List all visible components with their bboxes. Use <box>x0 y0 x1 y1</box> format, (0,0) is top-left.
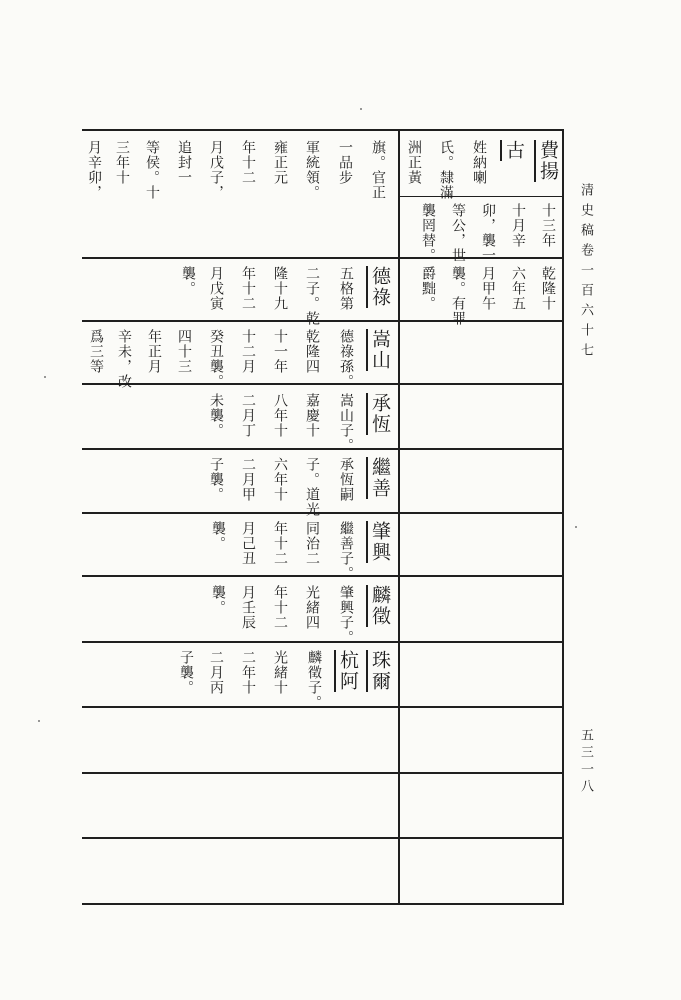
bio-line: 一品步 <box>337 140 353 185</box>
bio-line: 氏。隸滿 <box>438 140 454 200</box>
person-name: 肇興 <box>369 521 391 563</box>
person-name: 費揚 <box>537 140 559 182</box>
bio-line: 洲正黃 <box>406 140 422 185</box>
row-divider <box>82 320 563 322</box>
bio-line: 年正月 <box>146 329 162 374</box>
bio-line: 襲。 <box>210 585 226 615</box>
bio-line: 承恆嗣 <box>338 457 354 502</box>
bio-line: 十一年 <box>272 329 288 374</box>
scan-speck <box>44 376 46 378</box>
bio-line: 旗。官正 <box>370 140 386 200</box>
bio-line: 年十二 <box>240 140 256 185</box>
bio-line: 年十二 <box>272 585 288 630</box>
bio-line: 八年十 <box>272 393 288 438</box>
bio-line: 子襲。 <box>178 650 194 695</box>
row-divider <box>82 512 563 514</box>
bio-line: 六年十 <box>272 457 288 502</box>
bio-line: 德祿孫。 <box>338 329 354 389</box>
bio-line: 月壬辰 <box>240 585 256 630</box>
succession-line: 六年五 <box>510 266 526 311</box>
scan-speck <box>38 720 40 722</box>
bio-line: 嵩山子。 <box>338 393 354 453</box>
bio-line: 繼善子。 <box>338 521 354 581</box>
bio-line: 爲三等 <box>88 329 104 374</box>
person-name: 嵩山 <box>369 329 391 371</box>
row-divider <box>82 383 563 385</box>
bio-line: 月戊寅 <box>208 266 224 311</box>
scan-speck <box>575 526 577 528</box>
bio-line: 癸丑襲。 <box>208 329 224 389</box>
column-divider <box>398 129 400 905</box>
bio-line: 未襲。 <box>208 393 224 438</box>
bio-line: 辛未，改 <box>116 329 132 389</box>
bio-line: 光緒四 <box>304 585 320 630</box>
person-name: 古 <box>503 140 525 161</box>
bio-line: 襲。 <box>210 521 226 551</box>
bio-line: 光緒十 <box>272 650 288 695</box>
bio-line: 四十三 <box>176 329 192 374</box>
person-name: 德祿 <box>369 266 391 308</box>
bio-line: 麟徵子。 <box>306 650 322 710</box>
bio-line: 月辛卯， <box>86 140 102 200</box>
book-title: 清史稿卷一百六十七 <box>578 183 593 363</box>
bio-line: 年十二 <box>240 266 256 311</box>
person-name: 麟徵 <box>369 585 391 627</box>
row-divider <box>82 772 563 774</box>
succession-line: 襲。有罪 <box>450 266 466 326</box>
bio-line: 姓納喇 <box>471 140 487 185</box>
bio-line: 月己丑 <box>240 521 256 566</box>
bio-line: 乾隆四 <box>304 329 320 374</box>
succession-line: 十三年 <box>540 203 556 248</box>
bio-line: 等侯。十 <box>144 140 160 200</box>
bio-line: 襲。 <box>180 266 196 296</box>
bio-line: 子襲。 <box>208 457 224 502</box>
bio-line: 軍統領。 <box>304 140 320 200</box>
person-name: 珠爾 <box>369 650 391 692</box>
row-divider <box>82 837 563 839</box>
person-name: 杭阿 <box>337 650 359 692</box>
bio-line: 三年十 <box>114 140 130 185</box>
succession-line: 等公，世 <box>450 203 466 263</box>
bio-line: 二月丙 <box>208 650 224 695</box>
bio-line: 十二月 <box>240 329 256 374</box>
succession-line: 卯，襲一 <box>480 203 496 263</box>
succession-line: 爵黜。 <box>420 266 436 311</box>
row-divider <box>82 575 563 577</box>
bio-line: 雍正元 <box>272 140 288 185</box>
bio-line: 肇興子。 <box>338 585 354 645</box>
person-name: 承恆 <box>369 393 391 435</box>
bio-line: 五格第 <box>338 266 354 311</box>
bio-line: 二月丁 <box>240 393 256 438</box>
bio-line: 同治二 <box>304 521 320 566</box>
row-divider <box>398 196 563 197</box>
bio-line: 年十二 <box>272 521 288 566</box>
bio-line: 子。道光 <box>304 457 320 517</box>
table-bottom-border <box>82 903 564 905</box>
bio-line: 二年十 <box>240 650 256 695</box>
bio-line: 二子。乾 <box>304 266 320 326</box>
succession-line: 十月辛 <box>510 203 526 248</box>
succession-line: 襲罔替。 <box>420 203 436 263</box>
row-divider <box>82 448 563 450</box>
bio-line: 二月甲 <box>240 457 256 502</box>
page-number: 五三一八 <box>578 728 593 796</box>
bio-line: 嘉慶十 <box>304 393 320 438</box>
table-right-border <box>562 129 564 905</box>
scan-speck <box>360 108 362 110</box>
person-name: 繼善 <box>369 457 391 499</box>
bio-line: 追封一 <box>176 140 192 185</box>
bio-line: 隆十九 <box>272 266 288 311</box>
bio-line: 月戊子， <box>208 140 224 200</box>
table-top-border <box>82 129 564 131</box>
row-divider <box>82 641 563 643</box>
succession-line: 月甲午 <box>480 266 496 311</box>
succession-line: 乾隆十 <box>540 266 556 311</box>
